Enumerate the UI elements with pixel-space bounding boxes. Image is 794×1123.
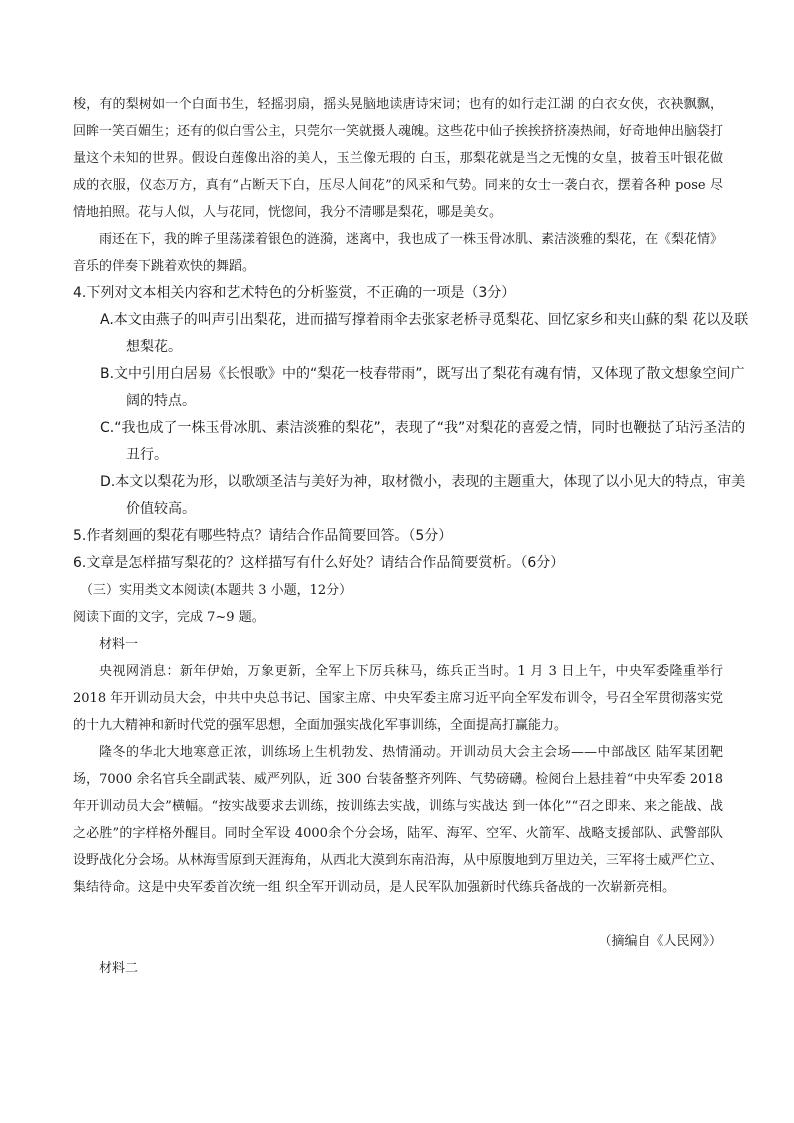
material-1-source: （摘编自《人民网》）: [598, 934, 722, 949]
question-4-stem: 4.下列对文本相关内容和艺术特色的分析鉴赏，不正确的一项是（3分）: [73, 285, 516, 301]
section-3-title: （三）实用类文本阅读(本题共 3 小题，12分）: [80, 583, 353, 598]
question-4-option-b: B.文中引用白居易《长恨歌》中的“梨花一枝春带雨”，既写出了梨花有魂有情，又体现了散文想象空间广阔的特点。: [100, 366, 745, 409]
material-2-label: 材料二: [99, 961, 139, 976]
passage-paragraph-2: 雨还在下，我的眸子里荡漾着银色的涟漪，迷离中，我也成了一株玉骨冰肌、素洁淡雅的梨花，在《梨花情》音乐的伴奏下跳着欢快的舞蹈。: [73, 232, 724, 274]
question-6: 6.文章是怎样描写梨花的？这样描写有什么好处？请结合作品简要赏析。（6分）: [73, 555, 565, 571]
question-4-option-d: D.本文以梨花为形，以歌颂圣洁与美好为神，取材微小，表现的主题重大，体现了以小见大的特点，审美价值较高。: [100, 474, 746, 517]
material-1-paragraph-1: 央视网消息：新年伊始，万象更新，全军上下厉兵秣马，练兵正当时。1 月 3 日上午，中央军委隆重举行 2018 年开训动员大会，中共中央总书记、国家主席、中央军委主席习近平向全军发布训令，号召全军贯彻落实党的十九大精神和新时代党的强军思想，全面加强实战化军事训练，全面提高打赢能力。: [73, 664, 723, 733]
section-3-instruction: 阅读下面的文字，完成 7~9 题。: [73, 610, 265, 625]
question-4-option-a: A.本文由燕子的叫声引出梨花，进而描写撑着雨伞去张家老桥寻觅梨花、回忆家乡和夹山蘇的梨 花以及联想梨花。: [100, 312, 749, 355]
question-4-option-c: C.“我也成了一株玉骨冰肌、素洁淡雅的梨花”，表现了“我”对梨花的喜爱之情，同时也鞭挞了玷污圣洁的丑行。: [100, 420, 746, 463]
material-1-paragraph-2: 隆冬的华北大地寒意正浓，训练场上生机勃发、热情涌动。开训动员大会主会场——中部战区 陆军某团靶场，7000 余名官兵全副武装、威严列队，近 300 台装备整齐列阵、气势磅礴。检阅台上悬挂着“中央军委 2018 年开训动员大会”横幅。“按实战要求去训练，按训练去实战，训练与实战达 到一体化”“召之即来、来之能战、战之必胜”的字样格外醒目。同时全军设 4000余个分会场，陆军、海军、空军、火箭军、战略支援部队、武警部队设野战化分会场。从林海雪原到天涯海角，从西北大漠到东南沿海，从中原腹地到万里边关，三军将士威严伫立、集结待命。这是中央军委首次统一组 织全军开训动员，是人民军队加强新时代练兵备战的一次崭新亮相。: [73, 745, 724, 895]
material-1-label: 材料一: [99, 637, 139, 652]
passage-paragraph-1: 梭，有的梨树如一个白面书生，轻摇羽扇，摇头晃脑地读唐诗宋词；也有的如行走江湖 的白衣女侠，衣袂飘飘，回眸一笑百媚生；还有的似白雪公主，只莞尔一笑就摄人魂魄。这些花中仙子挨挨挤挤凑热闹，好奇地伸出脑袋打量这个未知的世界。假设白莲像出浴的美人，玉兰像无瑕的 白玉，那梨花就是当之无愧的女皇，披着玉叶银花做成的衣服，仪态万方，真有“占断天下白，压尽人间花”的风采和气势。同来的女士一袭白衣，摆着各种 pose 尽情地拍照。花与人似，人与花同，恍惚间，我分不清哪是梨花，哪是美女。: [73, 97, 724, 220]
question-5: 5.作者刻画的梨花有哪些特点？请结合作品简要回答。（5分）: [73, 528, 453, 544]
